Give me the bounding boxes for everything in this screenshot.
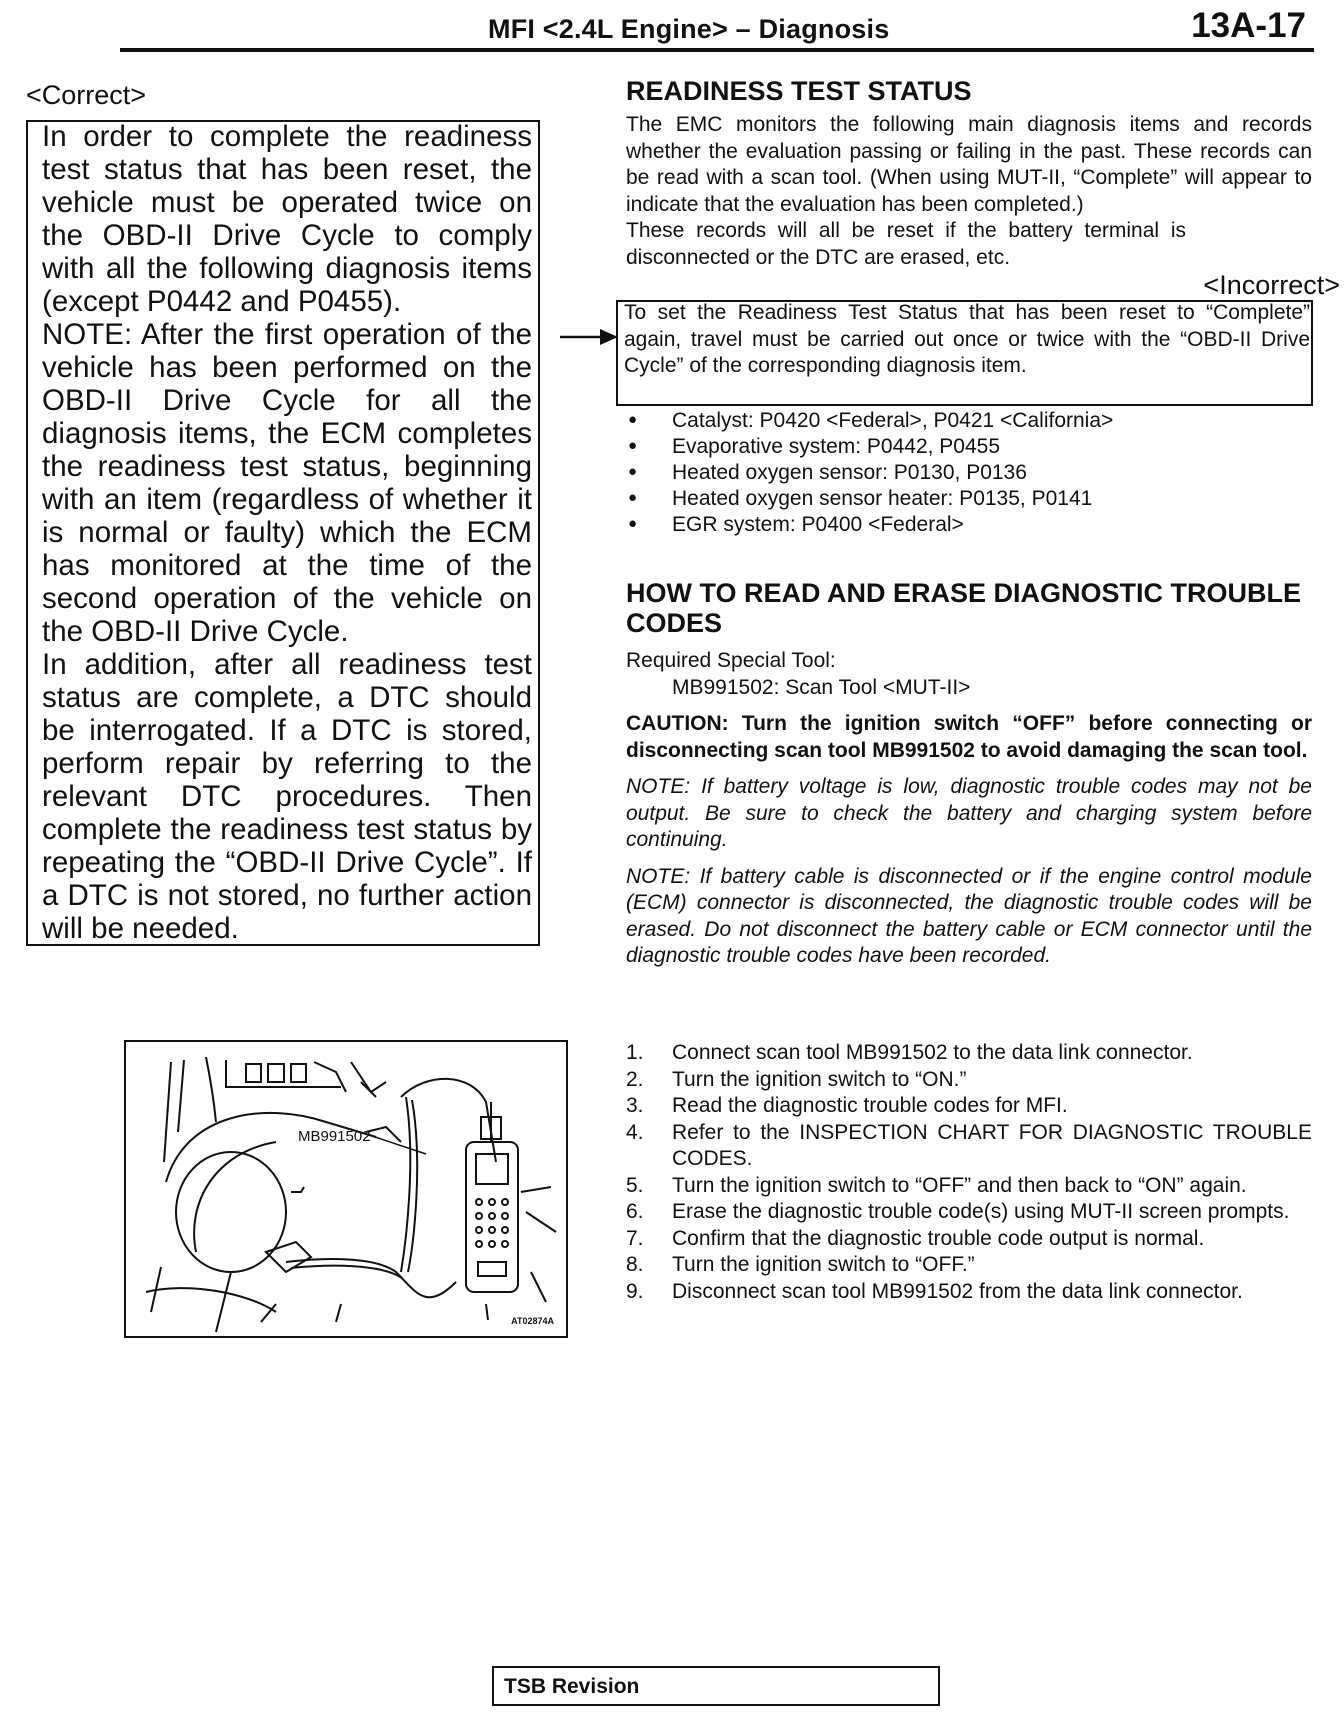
correct-text: [42, 120, 532, 945]
figure-tool-label: MB991502: [298, 1128, 371, 1145]
dtc-steps-list: [626, 1040, 1312, 1305]
list-item: ● Evaporative system: P0442, P0455: [626, 434, 1312, 460]
dtc-heading: HOW TO READ AND ERASE DIAGNOSTIC TROUBLE CODES: [626, 578, 1302, 638]
tsb-revision-box: [492, 1666, 940, 1706]
figure-code: AT02874A: [511, 1316, 554, 1326]
correct-paragraph-3: In addition, after all readiness test status are complete, a DTC should be interrogated. If a DTC is stored, perform repair by referring to the relevant DTC procedures. Then complete the readiness test status by repeating the “OBD-II Drive Cycle”. If a DTC is not stored, no further action will be needed.: [42, 648, 532, 945]
list-item: 8. Turn the ignition switch to “OFF.”: [626, 1253, 975, 1276]
incorrect-text: To set the Readiness Test Status that has been reset to “Complete” again, travel must be carried out once or twice with the “OBD-II Drive Cycle” of the corresponding diagnosis item.: [624, 301, 1310, 377]
correct-paragraph-1: In order to complete the readiness test status that has been reset, the vehicle must be operated twice on the OBD-II Drive Cycle to comply with all the following diagnosis items (except P0442 and P0455).: [42, 120, 532, 318]
readiness-para-1: The EMC monitors the following main diagnosis items and records whether the evaluation passing or failing in the past. These records can be read with a scan tool. (When using MUT-II, “Complete” will appear to indicate that the evaluation has been completed.): [626, 113, 1312, 216]
list-item: 7. Confirm that the diagnostic trouble code output is normal.: [626, 1226, 1205, 1250]
header-rule: [120, 48, 1314, 52]
note-battery-cable: NOTE: If battery cable is disconnected or if the engine control module (ECM) connector is disconnected, the diagnostic trouble codes will be erased. Do not disconnect the battery cable or ECM connector until the diagnostic trouble codes have been recorded.: [626, 864, 1312, 967]
list-item: ● Heated oxygen sensor heater: P0135, P0141: [626, 486, 1312, 512]
list-item: 4. Refer to the INSPECTION CHART FOR DIAGNOSTIC TROUBLE CODES.: [626, 1120, 1312, 1170]
correct-label: <Correct>: [26, 80, 147, 110]
page-number: 13A-17: [1191, 6, 1306, 45]
list-item: 5. Turn the ignition switch to “OFF” and then back to “ON” again.: [626, 1173, 1247, 1197]
readiness-para-2: These records will all be reset if the battery terminal is disconnected or the DTC are erased, etc.: [626, 219, 1186, 269]
page-header-title: MFI <2.4L Engine> – Diagnosis: [488, 14, 890, 44]
required-tool: MB991502: Scan Tool <MUT-II>: [672, 675, 971, 699]
list-item: ● EGR system: P0400 <Federal>: [626, 512, 1312, 538]
readiness-section: [626, 76, 1312, 271]
correct-paragraph-note: NOTE: After the first operation of the vehicle has been performed on the OBD-II Drive Cycle for all the diagnosis items, the ECM completes the readiness test status, beginning with an item (regardless of whether it is normal or faulty) which the ECM has monitored at the time of the second operation of the vehicle on the OBD-II Drive Cycle.: [42, 318, 532, 648]
list-item: ● Heated oxygen sensor: P0130, P0136: [626, 460, 1312, 486]
dtc-section: [626, 578, 1312, 970]
readiness-heading: READINESS TEST STATUS: [626, 76, 972, 106]
incorrect-label: <Incorrect>: [1203, 270, 1340, 300]
list-item: 1. Connect scan tool MB991502 to the data link connector.: [626, 1041, 1193, 1064]
list-item: 9. Disconnect scan tool MB991502 from the data link connector.: [626, 1279, 1243, 1303]
list-item: 2. Turn the ignition switch to “ON.”: [626, 1067, 967, 1091]
list-item: ● Catalyst: P0420 <Federal>, P0421 <California>: [626, 408, 1312, 434]
list-item: 6. Erase the diagnostic trouble code(s) using MUT-II screen prompts.: [626, 1200, 1290, 1223]
scan-tool-illustration: [126, 1042, 566, 1336]
required-tool-label: Required Special Tool:: [626, 649, 836, 672]
list-item: 3. Read the diagnostic trouble codes for MFI.: [626, 1094, 1068, 1117]
note-battery-voltage: NOTE: If battery voltage is low, diagnostic trouble codes may not be output. Be sure to check the battery and charging system before continuing.: [626, 775, 1312, 851]
diagnosis-items-list: [626, 408, 1312, 538]
tsb-revision-label: TSB Revision: [504, 1675, 640, 1698]
correct-box: [26, 120, 540, 946]
scan-tool-figure: [124, 1040, 568, 1338]
arrow-right-icon: [560, 327, 620, 347]
caution-text: CAUTION: Turn the ignition switch “OFF” before connecting or disconnecting scan tool MB991502 to avoid damaging the scan tool.: [626, 712, 1312, 762]
